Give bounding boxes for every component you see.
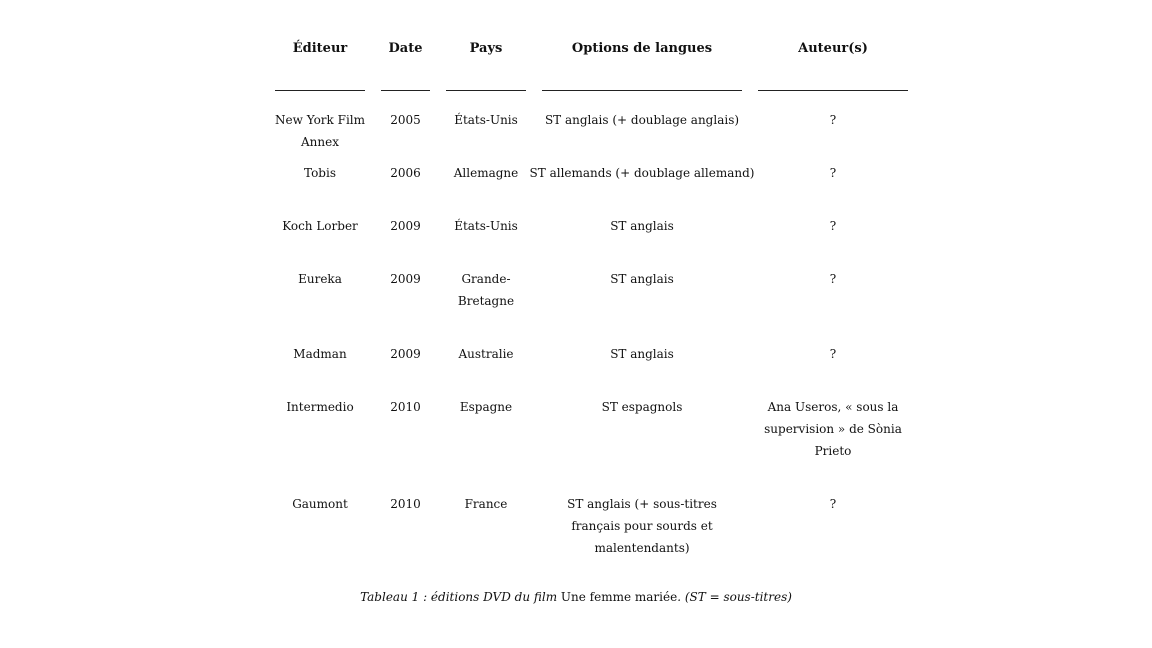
header-rule-editeur xyxy=(275,90,365,91)
table-row-5-editeur: Madman xyxy=(293,347,347,361)
table-row-1-pays: États-Unis xyxy=(454,113,518,127)
table-caption xyxy=(0,590,1152,604)
header-editeur: Éditeur xyxy=(292,41,348,56)
table-row-1-date: 2005 xyxy=(390,113,421,127)
header-rule-options xyxy=(542,90,742,91)
table-row-2-pays: Allemagne xyxy=(453,166,519,180)
table-row-3-date: 2009 xyxy=(390,219,421,233)
header-rule-auteurs xyxy=(758,90,908,91)
table-row-7-options: ST anglais (+ sous-titres français pour sourds et malentendants) xyxy=(567,497,717,555)
table-row-2-auteurs: ? xyxy=(829,166,837,180)
table-row-2-editeur: Tobis xyxy=(304,166,336,180)
table-row-3-editeur: Koch Lorber xyxy=(282,219,358,233)
table-row-7-editeur: Gaumont xyxy=(292,497,348,511)
table-row-5-auteurs: ? xyxy=(829,347,837,361)
caption-film-title: Une femme mariée xyxy=(560,590,678,604)
header-date: Date xyxy=(388,41,423,56)
table-row-1-auteurs: ? xyxy=(829,113,837,127)
header-options-langues: Options de langues xyxy=(571,41,713,56)
table-row-1-editeur: New York Film Annex xyxy=(275,113,365,149)
table-row-6-editeur: Intermedio xyxy=(286,400,354,414)
header-rule-pays xyxy=(446,90,526,91)
table-row-5-pays: Australie xyxy=(458,347,514,361)
table-row-6-auteurs: Ana Useros, « sous la supervision » de Sònia Prieto xyxy=(764,400,902,458)
table-row-2-date: 2006 xyxy=(390,166,421,180)
table-row-2-options: ST allemands (+ doublage allemand) xyxy=(529,166,755,180)
caption-prefix: Tableau 1 : éditions DVD du film xyxy=(360,590,561,604)
table-row-4-pays: Grande-Bretagne xyxy=(457,272,515,308)
table-row-3-auteurs: ? xyxy=(829,219,837,233)
table-row-7-date: 2010 xyxy=(390,497,421,511)
table-row-5-date: 2009 xyxy=(390,347,421,361)
table-row-6-options: ST espagnols xyxy=(601,400,683,414)
table-row-5-options: ST anglais xyxy=(610,347,674,361)
table-row-6-pays: Espagne xyxy=(459,400,513,414)
table-row-4-date: 2009 xyxy=(390,272,421,286)
table-row-6-date: 2010 xyxy=(390,400,421,414)
table-row-7-auteurs: ? xyxy=(829,497,837,511)
table-row-4-editeur: Eureka xyxy=(298,272,342,286)
header-pays: Pays xyxy=(469,41,503,56)
table-row-7-pays: France xyxy=(464,497,508,511)
table-row-3-options: ST anglais xyxy=(610,219,674,233)
table-row-3-pays: États-Unis xyxy=(454,219,518,233)
caption-suffix: . (ST = sous-titres) xyxy=(677,590,792,604)
table-row-4-auteurs: ? xyxy=(829,272,837,286)
header-rule-date xyxy=(381,90,430,91)
table-row-4-options: ST anglais xyxy=(610,272,674,286)
table-row-1-options: ST anglais (+ doublage anglais) xyxy=(544,113,740,127)
header-auteurs: Auteur(s) xyxy=(798,41,868,56)
